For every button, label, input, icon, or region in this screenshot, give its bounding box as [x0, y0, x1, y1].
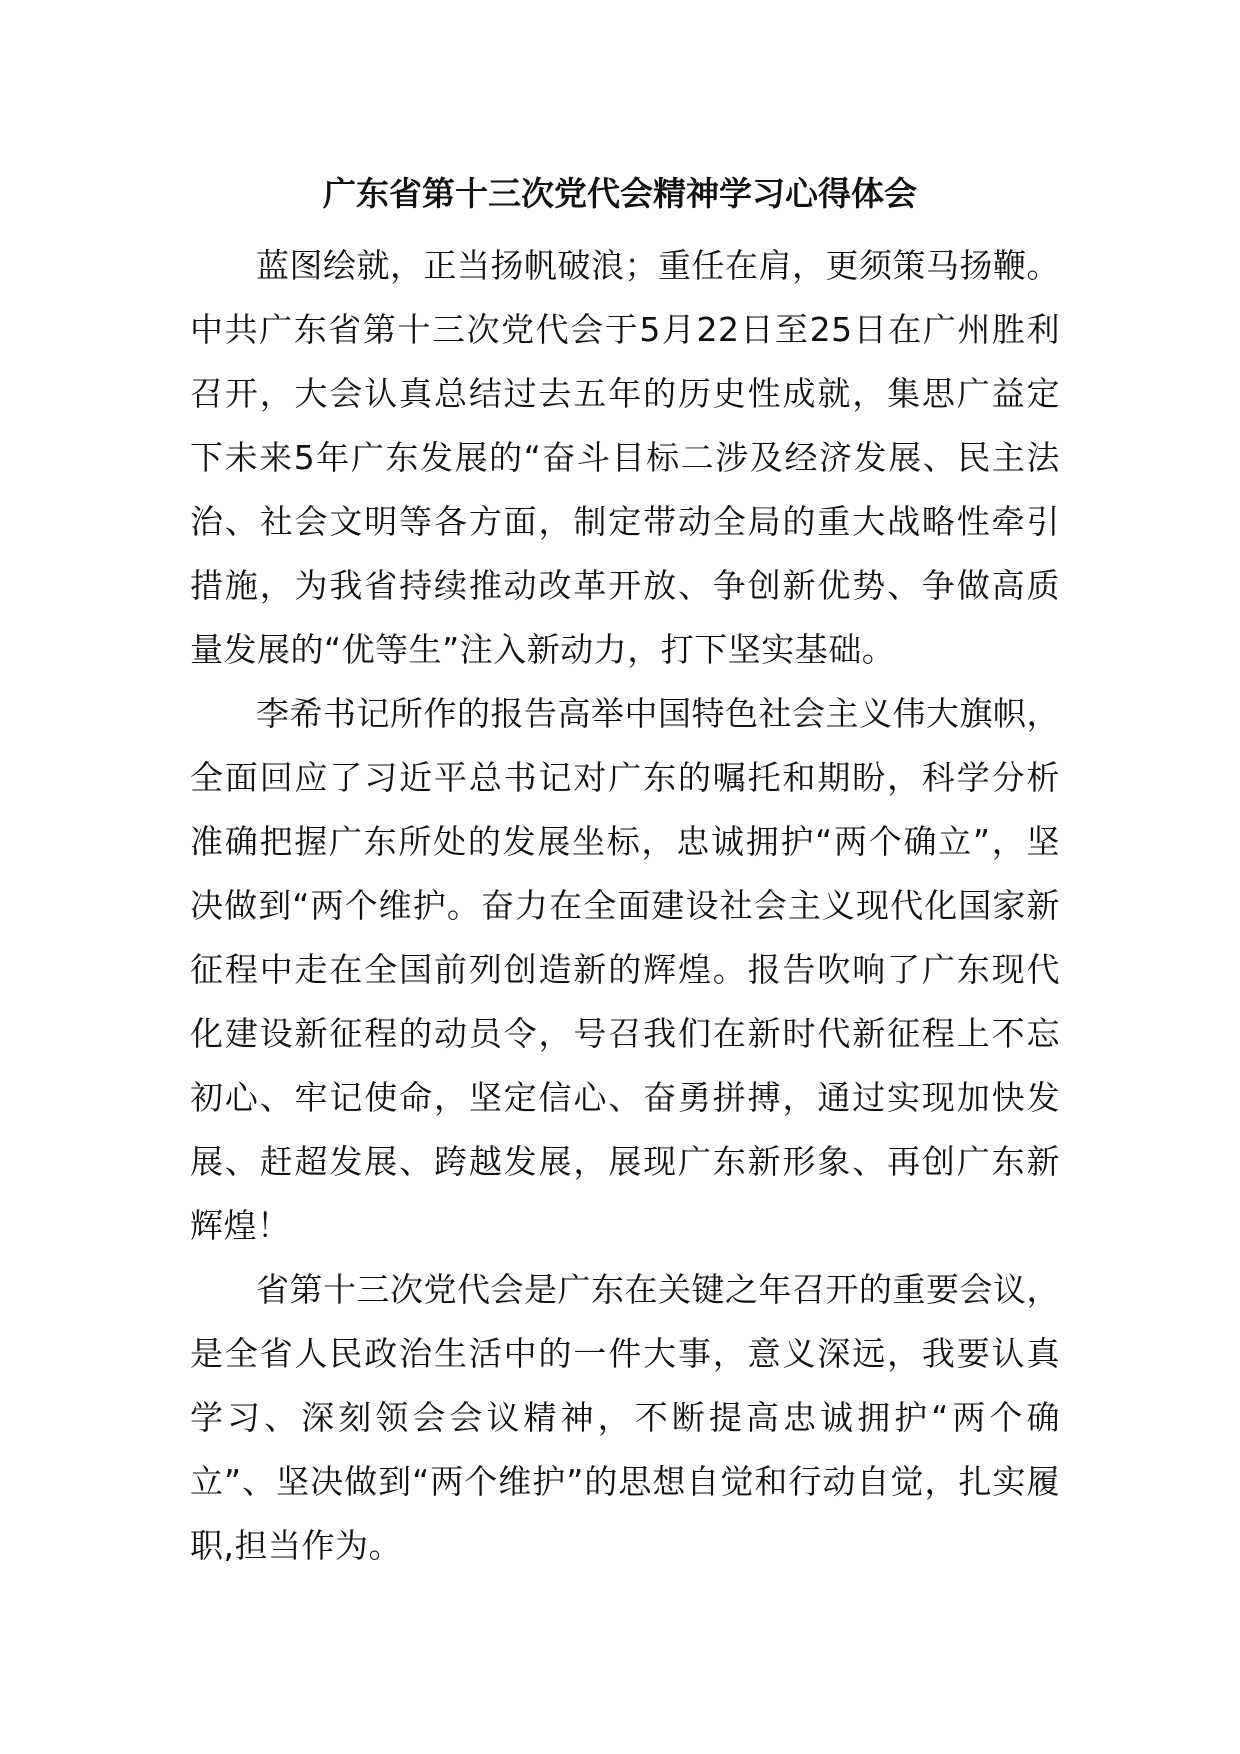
paragraph-1: 蓝图绘就，正当扬帆破浪；重任在肩，更须策马扬鞭。中共广东省第十三次党代会于5月22日至25日在广州胜利召开，大会认真总结过去五年的历史性成就，集思广益定下未来5年广东发展的“奋斗目标二涉及经济发展、民主法治、社会文明等各方面，制定带动全局的重大战略性牵引措施，为我省持续推动改革开放、争创新优势、争做高质量发展的“优等生”注入新动力，打下坚实基础。: [190, 246, 1060, 669]
document-title: 广东省第十三次党代会精神学习心得体会: [323, 174, 917, 213]
paragraph-2: 李希书记所作的报告高举中国特色社会主义伟大旗帜，全面回应了习近平总书记对广东的嘱托和期盼，科学分析准确把握广东所处的发展坐标，忠诚拥护“两个确立”，坚决做到“两个维护。奋力在全面建设社会主义现代化国家新征程中走在全国前列创造新的辉煌。报告吹响了广东现代化建设新征程的动员令，号召我们在新时代新征程上不忘初心、牢记使命，坚定信心、奋勇拼搏，通过实现加快发展、赶超发展、跨越发展，展现广东新形象、再创广东新辉煌！: [190, 694, 1060, 1245]
paragraph-3: 省第十三次党代会是广东在关键之年召开的重要会议，是全省人民政治生活中的一件大事，意义深远，我要认真学习、深刻领会会议精神，不断提高忠诚拥护“两个确立”、坚决做到“两个维护”的思想自觉和行动自觉，扎实履职,担当作为。: [190, 1270, 1060, 1565]
document-body: [190, 234, 1060, 1578]
